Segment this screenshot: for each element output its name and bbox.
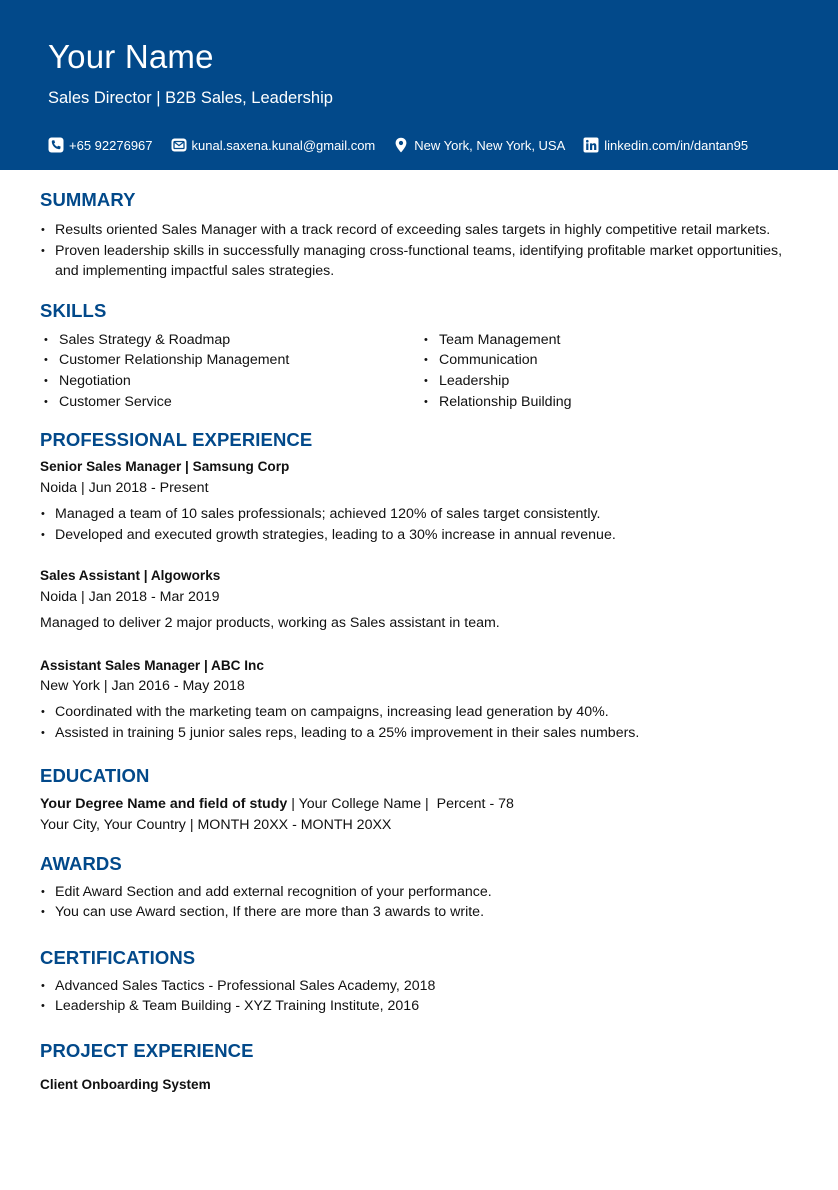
- linkedin-icon: [583, 137, 599, 153]
- education-degree-line: [40, 794, 800, 815]
- contact-location: [393, 137, 565, 153]
- skill-item: • Customer Service: [40, 392, 420, 413]
- summary-list: [40, 220, 800, 282]
- summary-heading: SUMMARY: [40, 189, 136, 210]
- contact-bar: [48, 135, 766, 155]
- job-entry: [40, 566, 800, 633]
- contact-linkedin[interactable]: [583, 137, 748, 153]
- job-entry: [40, 457, 800, 545]
- certifications-list: [40, 976, 800, 1017]
- list-item: • Leadership & Team Building - XYZ Training Institute, 2016: [40, 996, 800, 1017]
- email-address: kunal.saxena.kunal@gmail.com: [191, 137, 376, 153]
- list-item: • You can use Award section, If there are more than 3 awards to write.: [40, 902, 800, 923]
- college-details: | Your College Name | Percent - 78: [287, 795, 514, 812]
- list-item: • Developed and executed growth strategies, leading to a 30% increase in annual revenue.: [40, 525, 800, 546]
- contact-email[interactable]: [171, 137, 376, 153]
- job-description: Managed to deliver 2 major products, working as Sales assistant in team.: [40, 615, 500, 632]
- skills-grid: [40, 330, 800, 412]
- list-item: • Managed a team of 10 sales professionals; achieved 120% of sales target consistently.: [40, 504, 800, 525]
- job-entry: [40, 656, 800, 743]
- list-item: • Edit Award Section and add external recognition of your performance.: [40, 882, 800, 903]
- skills-column-left: [40, 330, 420, 412]
- certifications-heading: CERTIFICATIONS: [40, 946, 196, 968]
- skill-item: • Negotiation: [40, 371, 420, 392]
- list-item: • Coordinated with the marketing team on campaigns, increasing lead generation by 40%.: [40, 702, 800, 723]
- skill-item: • Customer Relationship Management: [40, 350, 420, 371]
- job-meta: Noida | Jan 2018 - Mar 2019: [40, 589, 220, 606]
- job-title: Sales Assistant | Algoworks: [40, 568, 221, 584]
- list-item: • Proven leadership skills in successfully managing cross-functional teams, identifying profitable market opportunities, and implementing impactful sales strategies.: [40, 241, 800, 282]
- skill-item: • Relationship Building: [420, 392, 800, 413]
- projects-heading: PROJECT EXPERIENCE: [40, 1039, 254, 1061]
- contact-phone[interactable]: [48, 137, 153, 153]
- list-item: • Advanced Sales Tactics - Professional Sales Academy, 2018: [40, 976, 800, 997]
- skill-item: • Leadership: [420, 371, 800, 392]
- phone-number: +65 92276967: [69, 137, 153, 153]
- resume-body: [40, 184, 800, 1095]
- location-text: New York, New York, USA: [414, 137, 566, 153]
- job-meta: Noida | Jun 2018 - Present: [40, 480, 209, 497]
- email-icon: [171, 137, 187, 153]
- linkedin-url: linkedin.com/in/dantan95: [604, 137, 749, 153]
- list-item: • Results oriented Sales Manager with a track record of exceeding sales targets in highly competitive retail markets.: [40, 220, 800, 241]
- experience-heading: PROFESSIONAL EXPERIENCE: [40, 429, 313, 451]
- skill-item: • Team Management: [420, 330, 800, 351]
- job-meta: New York | Jan 2016 - May 2018: [40, 678, 245, 695]
- job-title: Senior Sales Manager | Samsung Corp: [40, 459, 290, 475]
- phone-icon: [48, 137, 64, 153]
- resume-header: [0, 0, 838, 170]
- education-heading: EDUCATION: [40, 764, 150, 786]
- skills-heading: SKILLS: [40, 299, 107, 321]
- job-title: Assistant Sales Manager | ABC Inc: [40, 658, 264, 674]
- skill-item: • Sales Strategy & Roadmap: [40, 330, 420, 351]
- awards-list: [40, 882, 800, 923]
- degree-name: Your Degree Name and field of study: [40, 795, 288, 812]
- candidate-name: Your Name: [48, 38, 214, 75]
- candidate-tagline: Sales Director | B2B Sales, Leadership: [48, 89, 333, 107]
- skill-item: • Communication: [420, 350, 800, 371]
- education-location-dates: Your City, Your Country | MONTH 20XX - MONTH 20XX: [40, 816, 392, 833]
- list-item: • Assisted in training 5 junior sales reps, leading to a 25% improvement in their sales numbers.: [40, 723, 800, 744]
- location-pin-icon: [393, 137, 409, 153]
- awards-heading: AWARDS: [40, 852, 122, 874]
- project-title: Client Onboarding System: [40, 1076, 211, 1092]
- skills-column-right: [420, 330, 800, 412]
